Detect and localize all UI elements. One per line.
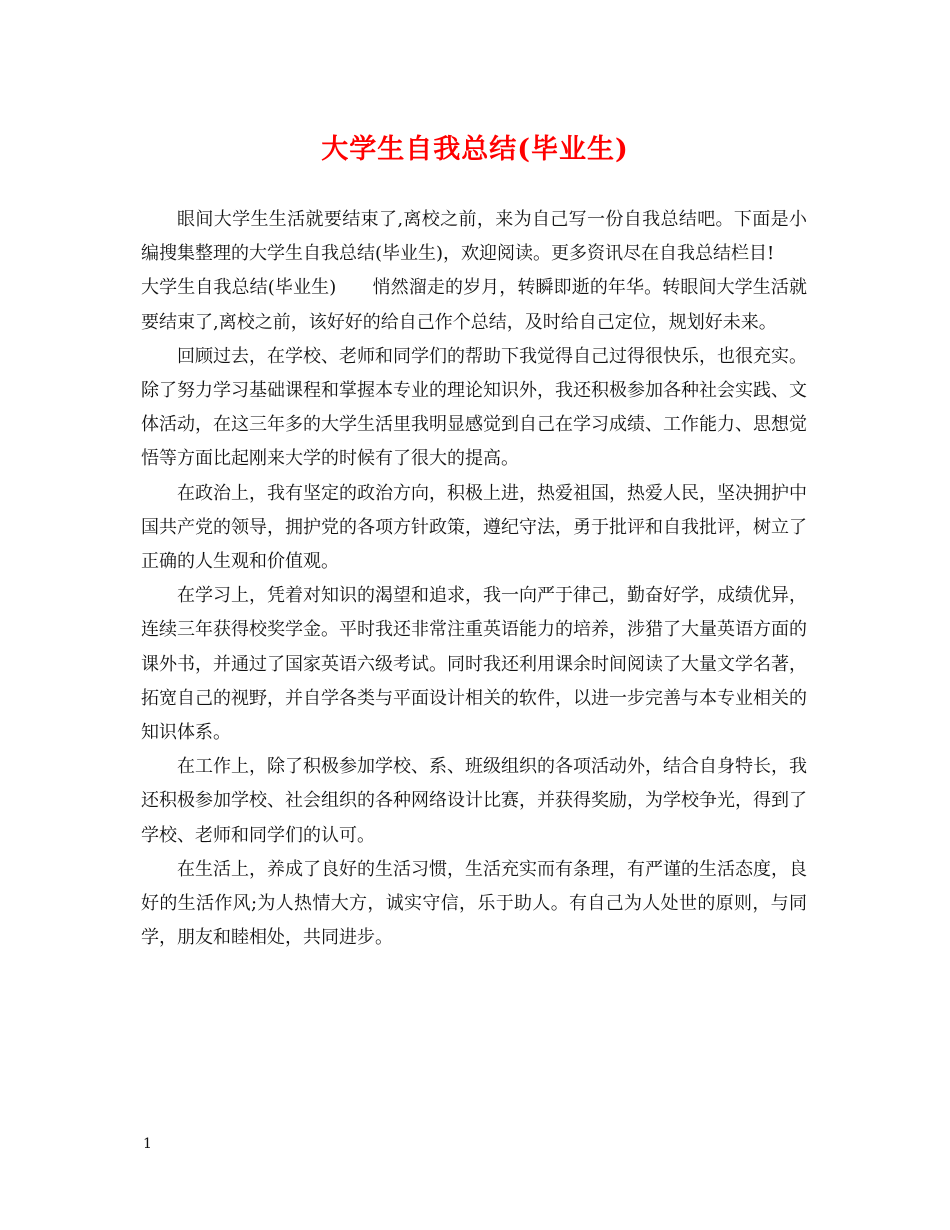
paragraph-study: 在学习上，凭着对知识的渴望和追求，我一向严于律己，勤奋好学，成绩优异，连续三年获得校奖学金。平时我还非常注重英语能力的培养，涉猎了大量英语方面的课外书，并通过了国家英语六级考试。同时我还利用课余时间阅读了大量文学名著，拓宽自己的视野，并自学各类与平面设计相关的软件，以进一步完善与本专业相关的知识体系。: [141, 585, 807, 744]
document-body: [141, 203, 807, 955]
paragraph-work: 在工作上，除了积极参加学校、系、班级组织的各项活动外，结合自身特长，我还积极参加学校、社会组织的各种网络设计比赛，并获得奖励，为学校争光，得到了学校、老师和同学们的认可。: [141, 756, 807, 846]
paragraph-life: 在生活上，养成了良好的生活习惯，生活充实而有条理，有严谨的生活态度，良好的生活作风;为人热情大方，诚实守信，乐于助人。有自己为人处世的原则，与同学，朋友和睦相处，共同进步。: [141, 858, 807, 949]
paragraph-review: 回顾过去，在学校、老师和同学们的帮助下我觉得自己过得很快乐，也很充实。除了努力学习基础课程和掌握本专业的理论知识外，我还积极参加各种社会实践、文体活动，在这三年多的大学生活里我明显感觉到自己在学习成绩、工作能力、思想觉悟等方面比起刚来大学的时候有了很大的提高。: [141, 345, 807, 470]
paragraph-politics: 在政治上，我有坚定的政治方向，积极上进，热爱祖国，热爱人民，坚决拥护中国共产党的领导，拥护党的各项方针政策，遵纪守法，勇于批评和自我批评，树立了正确的人生观和价值观。: [141, 482, 807, 573]
page-number: 1: [143, 1136, 152, 1152]
document-title: 大学生自我总结(毕业生): [321, 134, 629, 165]
paragraph-subtitle-opening: 大学生自我总结(毕业生) 悄然溜走的岁月，转瞬即逝的年华。转眼间大学生活就要结束了,离校之前，该好好的给自己作个总结，及时给自己定位，规划好未来。: [141, 277, 807, 333]
paragraph-intro: 眼间大学生生活就要结束了,离校之前，来为自己写一份自我总结吧。下面是小编搜集整理的大学生自我总结(毕业生)，欢迎阅读。更多资讯尽在自我总结栏目!: [141, 209, 807, 265]
